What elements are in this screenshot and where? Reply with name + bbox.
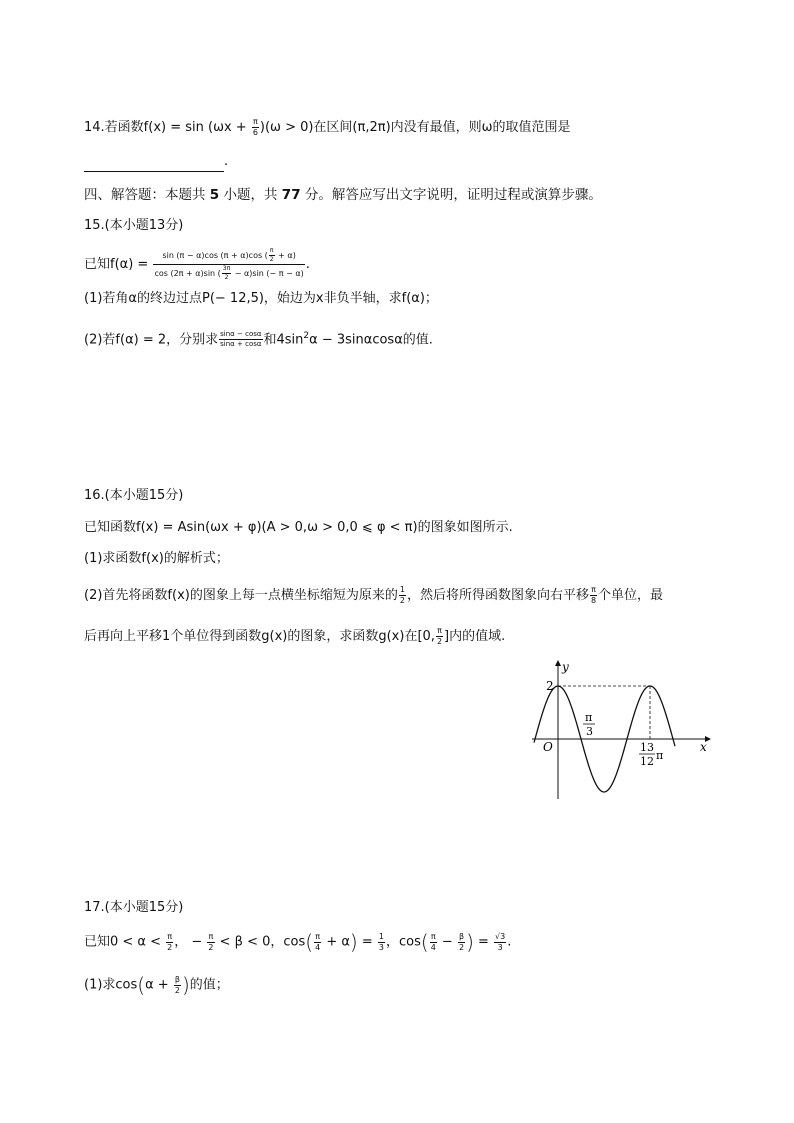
q14-answer-blank[interactable] [84,157,224,172]
q16-title: 16.(本小题15分) [84,488,184,503]
tick-13pi-12-den: 12 [640,755,654,768]
q15-definition: 已知f(α) = sin (π − α)cos (π + α)cos ( $\frac{\pi}{2}$ + α) cos (2π + α)sin ( $\frac{3\pi}{2}$ − α)sin (− π − α) . [84,247,310,281]
q16-part2-line2: 后再向上平移1个单位得到函数g(x)的图象，求函数g(x)在[0, $\frac{\pi}{2}$ ]内的值域. [84,626,506,646]
q14-text-1: 14.若函数f(x) = sin (ωx + [84,120,251,135]
q17-title: 17.(本小题15分) [84,900,184,915]
sine-graph [520,655,720,805]
tick-pi-3-num: π [585,711,593,724]
q15-part2: (2)若f(α) = 2，分别求 $\frac{\sin\alpha - \cos\alpha}{\sin\alpha + \cos\alpha}$ 和$4\sin^2\alpha - 3\sin\alpha\cos\alpha$的值. [84,330,433,349]
q14-frac: $\frac{\pi}{6}$ [252,117,258,137]
q15-big-fraction: sin (π − α)cos (π + α)cos ( $\frac{\pi}{2}$ + α) cos (2π + α)sin ( $\frac{3\pi}{2}$ − α)sin (− π − α) [154,247,304,281]
tick-13pi-12-num: 13 [640,741,654,754]
origin-label: O [543,740,553,754]
q17-part1: (1)求cos(α + $\frac{\beta}{2}$ )的值； [84,973,229,997]
x-axis-label: x [700,740,707,754]
q17-given: 已知0 < α < $\frac{\pi}{2}$ ， − $\frac{\pi}{2}$ < β < 0，cos( $\frac{\pi}{4}$ + α) = $\frac{1}{3}$ ，cos( $\frac{\pi}{4}$ − $\frac{\beta}{2}$ ) = $\frac{√3}{3}$ . [84,930,512,954]
q15-part2-fraction: $\frac{\sin\alpha - \cos\alpha}{\sin\alpha + \cos\alpha}$ [220,330,262,349]
q14-text-2: )(ω > 0)在区间(π,2π)内没有最值，则ω的取值范围是 [259,120,571,135]
q16-intro: 已知函数f(x) = Asin(ωx + φ)(A > 0,ω > 0,0 ⩽ φ < π)的图象如图所示. [84,520,513,535]
y-axis-label: y [562,660,569,674]
q15-part1: (1)若角α的终边过点P(− 12,5)，始边为x非负半轴，求f(α)； [84,291,438,306]
section-4-heading: 四、解答题：本题共 5 小题，共 77 分。解答应写出文字说明，证明过程或演算步骤。 [84,187,602,203]
q16-part2-line1: (2)首先将函数f(x)的图象上每一点横坐标缩短为原来的 $\frac{1}{2}$ ，然后将所得函数图象向右平移 $\frac{\pi}{8}$ 个单位，最 [84,585,664,605]
q15-title: 15.(本小题13分) [84,218,184,233]
tick-13pi-12-pi: π [656,749,664,762]
q16-part1: (1)求函数f(x)的解析式； [84,551,229,566]
q14-answer-line: . [84,152,228,172]
tick-pi-3-den: 3 [586,725,593,738]
q14-line [84,118,571,138]
max-value-label: 2 [546,679,554,693]
